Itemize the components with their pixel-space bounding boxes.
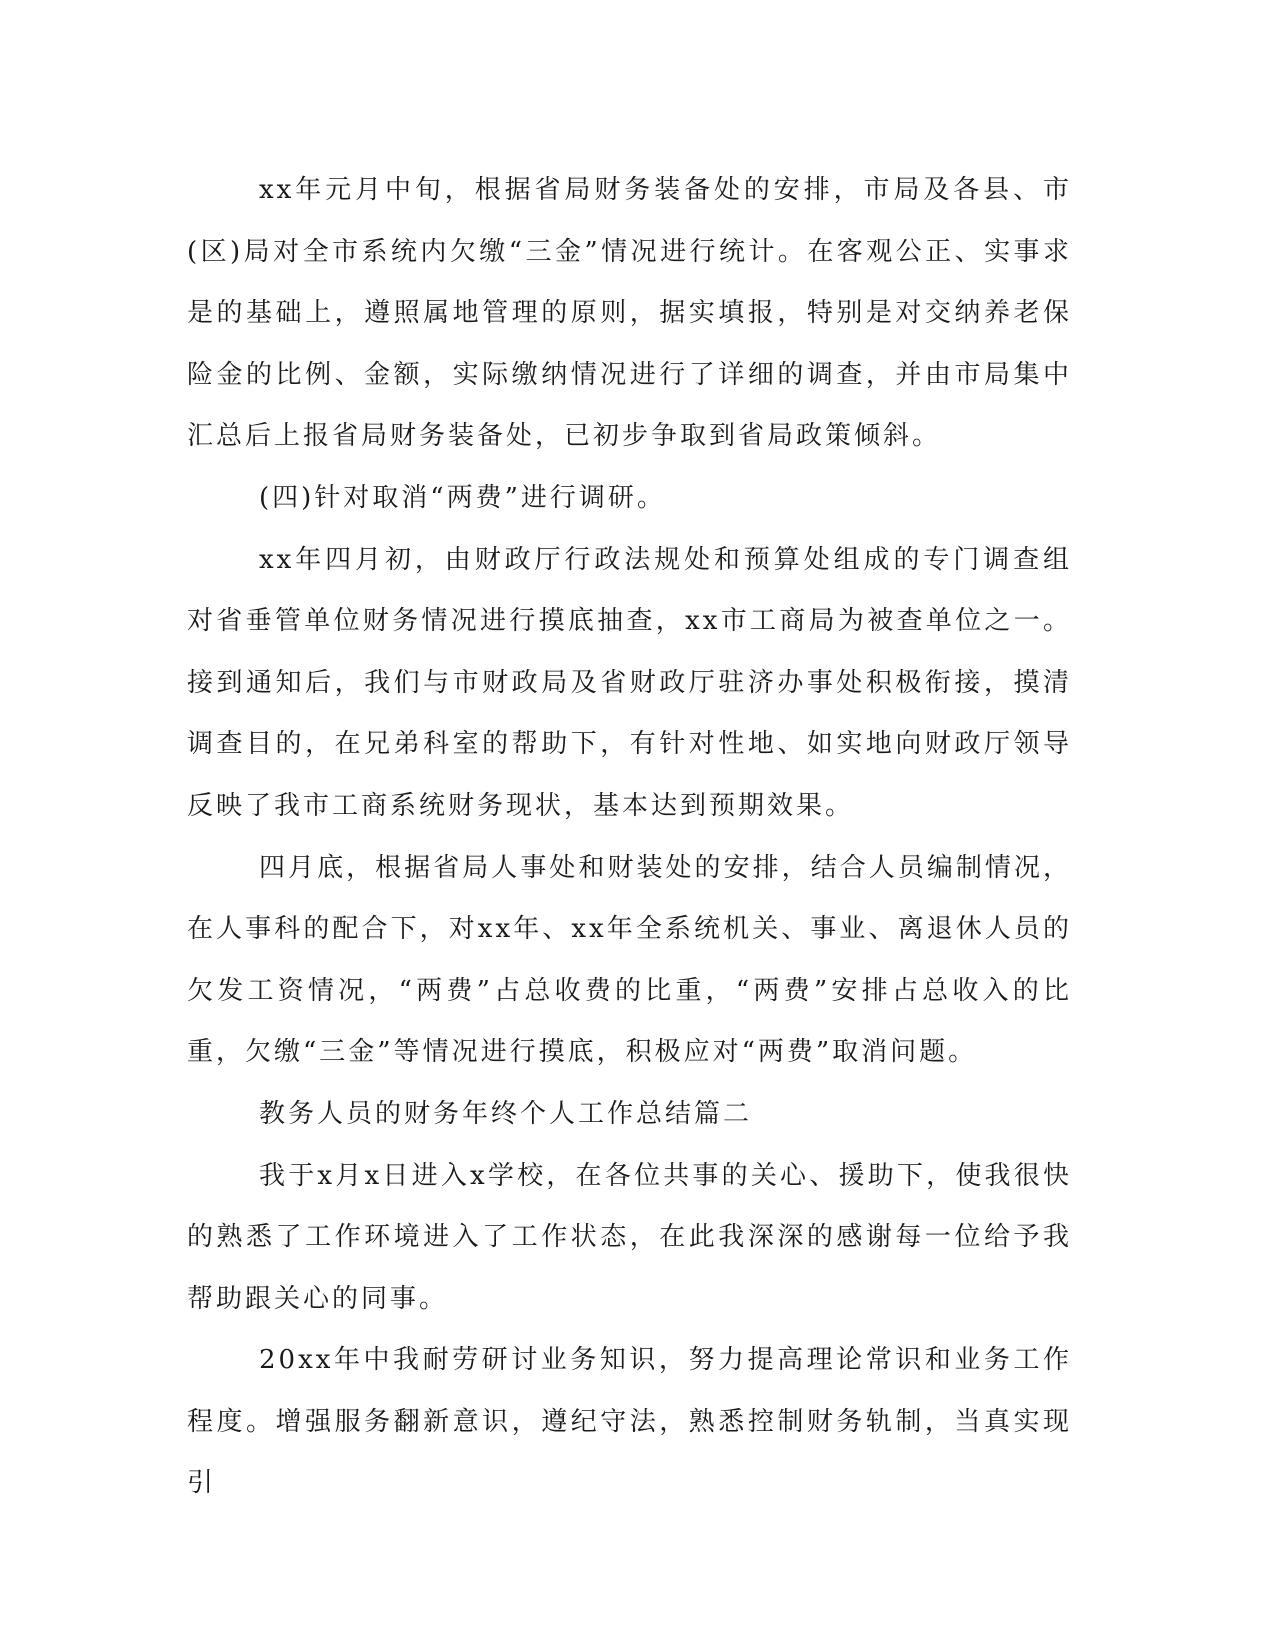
paragraph: 我于x月x日进入x学校，在各位共事的关心、援助下，使我很快的熟悉了工作环境进入了工作状态，在此我深深的感谢每一位给予我帮助跟关心的同事。 bbox=[187, 1160, 1072, 1314]
section-heading: (四)针对取消“两费”进行调研。 bbox=[259, 482, 666, 513]
paragraph: xx年四月初，由财政厅行政法规处和预算处组成的专门调查组对省垂管单位财务情况进行摸底抽查，xx市工商局为被查单位之一。接到通知后，我们与市财政局及省财政厅驻济办事处积极衔接，摸清调查目的，在兄弟科室的帮助下，有针对性地、如实地向财政厅领导反映了我市工商系统财务现状，基本达到预期效果。 bbox=[187, 544, 1072, 821]
paragraph: 四月底，根据省局人事处和财装处的安排，结合人员编制情况，在人事科的配合下，对xx年、xx年全系统机关、事业、离退休人员的欠发工资情况，“两费”占总收费的比重，“两费”安排占总收入的比重，欠缴“三金”等情况进行摸底，积极应对“两费”取消问题。 bbox=[187, 852, 1072, 1068]
paragraph: xx年元月中旬，根据省局财务装备处的安排，市局及各县、市(区)局对全市系统内欠缴“三金”情况进行统计。在客观公正、实事求是的基础上，遵照属地管理的原则，据实填报，特别是对交纳养老保险金的比例、金额，实际缴纳情况进行了详细的调查，并由市局集中汇总后上报省局财务装备处，已初步争取到省局政策倾斜。 bbox=[187, 175, 1072, 452]
article-title: 教务人员的财务年终个人工作总结篇二 bbox=[259, 1098, 753, 1129]
document-body bbox=[187, 160, 1072, 1515]
paragraph: 20xx年中我耐劳研讨业务知识，努力提高理论常识和业务工作程度。增强服务翻新意识，遵纪守法，熟悉控制财务轨制，当真实现引 bbox=[187, 1345, 1072, 1499]
